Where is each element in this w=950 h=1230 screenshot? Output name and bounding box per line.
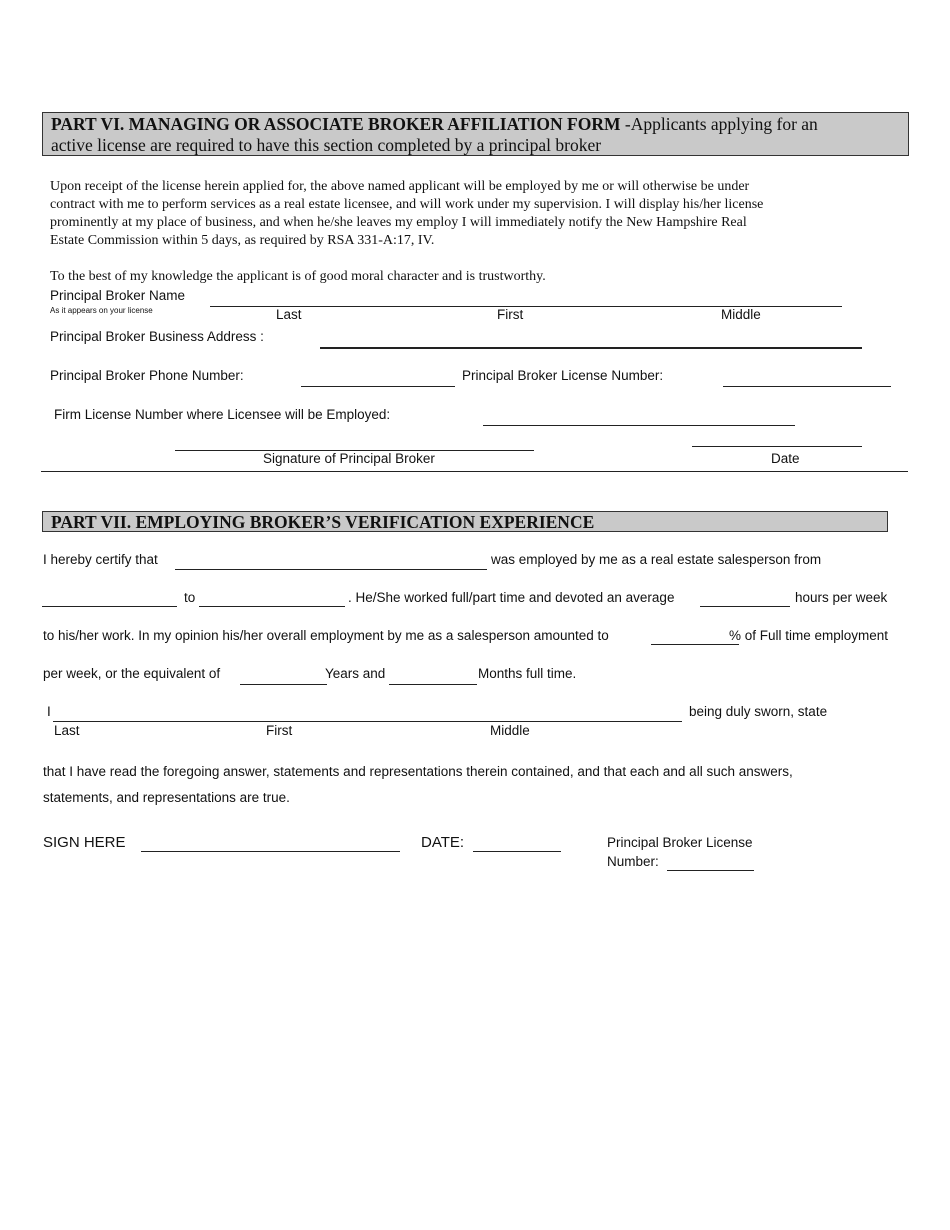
to-date-field[interactable] (199, 606, 345, 607)
moral-statement: To the best of my knowledge the applicant is of good moral character and is trustworthy. (50, 269, 546, 284)
part6-title-bold: PART VI. MANAGING OR ASSOCIATE BROKER AFFILIATION FORM (51, 114, 621, 134)
paragraph-line: Upon receipt of the license herein applied for, the above named applicant will be employed by me or will otherwise be under (50, 179, 750, 194)
license-number-field[interactable] (723, 386, 891, 387)
phone-label: Principal Broker Phone Number: (50, 368, 244, 383)
sworn-name-field[interactable] (53, 721, 682, 722)
broker-name-label: Principal Broker Name (50, 288, 186, 303)
months-field[interactable] (389, 684, 477, 685)
months-text: Months full time. (478, 666, 577, 681)
sign-here-field[interactable] (141, 851, 400, 852)
firm-license-field[interactable] (483, 425, 795, 426)
broker-name-note: As it appears on your license (50, 306, 153, 315)
sworn-middle-label: Middle (490, 723, 530, 738)
part6-paragraph (50, 178, 910, 250)
firm-license-label: Firm License Number where Licensee will be Employed: (54, 407, 391, 422)
principal-license-label-2: Number: (607, 854, 659, 869)
per-week-text: per week, or the equivalent of (43, 666, 221, 681)
sign-date-label: DATE: (421, 834, 465, 851)
sign-here-label: SIGN HERE (43, 834, 126, 851)
paragraph-line: Estate Commission within 5 days, as required by RSA 331-A:17, IV. (50, 233, 435, 248)
section-divider (41, 471, 908, 472)
opinion-text: to his/her work. In my opinion his/her overall employment by me as a salesperson amounted to (43, 628, 609, 643)
paragraph-line: contract with me to perform services as a real estate licensee, and will work under my supervision. I will display his/her license (50, 197, 764, 212)
business-address-label: Principal Broker Business Address : (50, 329, 264, 344)
paragraph-line: prominently at my place of business, and when he/she leaves my employ I will immediately notify the New Hampshire Real (50, 215, 747, 230)
date-label: Date (771, 451, 800, 466)
sign-date-field[interactable] (473, 851, 561, 852)
broker-name-first-label: First (497, 307, 524, 322)
signature-label: Signature of Principal Broker (263, 451, 435, 466)
worked-text: . He/She worked full/part time and devoted an average (348, 590, 675, 605)
years-field[interactable] (240, 684, 327, 685)
salesperson-name-field[interactable] (175, 569, 487, 570)
to-text: to (184, 590, 196, 605)
i-text: I (47, 704, 51, 719)
part6-title-rest: -Applicants applying for an (620, 114, 818, 134)
statement-line2: statements, and representations are true. (43, 790, 290, 805)
statement-line1: that I have read the foregoing answer, statements and representations therein contained, and that each and all such answers, (43, 764, 793, 779)
principal-license-field[interactable] (667, 870, 754, 871)
years-text: Years and (325, 666, 386, 681)
part6-title-line1 (51, 114, 900, 135)
part7-header (42, 511, 888, 532)
broker-name-middle-label: Middle (721, 307, 761, 322)
principal-license-label-1: Principal Broker License (607, 835, 753, 850)
license-number-label: Principal Broker License Number: (462, 368, 664, 383)
from-date-field[interactable] (42, 606, 177, 607)
percent-text: % of Full time employment (729, 628, 889, 643)
certify-text: I hereby certify that (43, 552, 158, 567)
percent-field[interactable] (651, 644, 739, 645)
part6-title-line2: active license are required to have this section completed by a principal broker (51, 135, 602, 155)
sworn-first-label: First (266, 723, 293, 738)
sworn-last-label: Last (54, 723, 80, 738)
broker-name-last-label: Last (276, 307, 302, 322)
employed-text: was employed by me as a real estate salesperson from (491, 552, 822, 567)
broker-date-field[interactable] (692, 446, 862, 447)
part7-title: PART VII. EMPLOYING BROKER’S VERIFICATION EXPERIENCE (51, 512, 595, 532)
phone-field[interactable] (301, 386, 455, 387)
business-address-field[interactable] (320, 347, 862, 349)
hours-text: hours per week (795, 590, 888, 605)
sworn-text: being duly sworn, state (689, 704, 828, 719)
part6-header (42, 112, 909, 156)
hours-field[interactable] (700, 606, 790, 607)
